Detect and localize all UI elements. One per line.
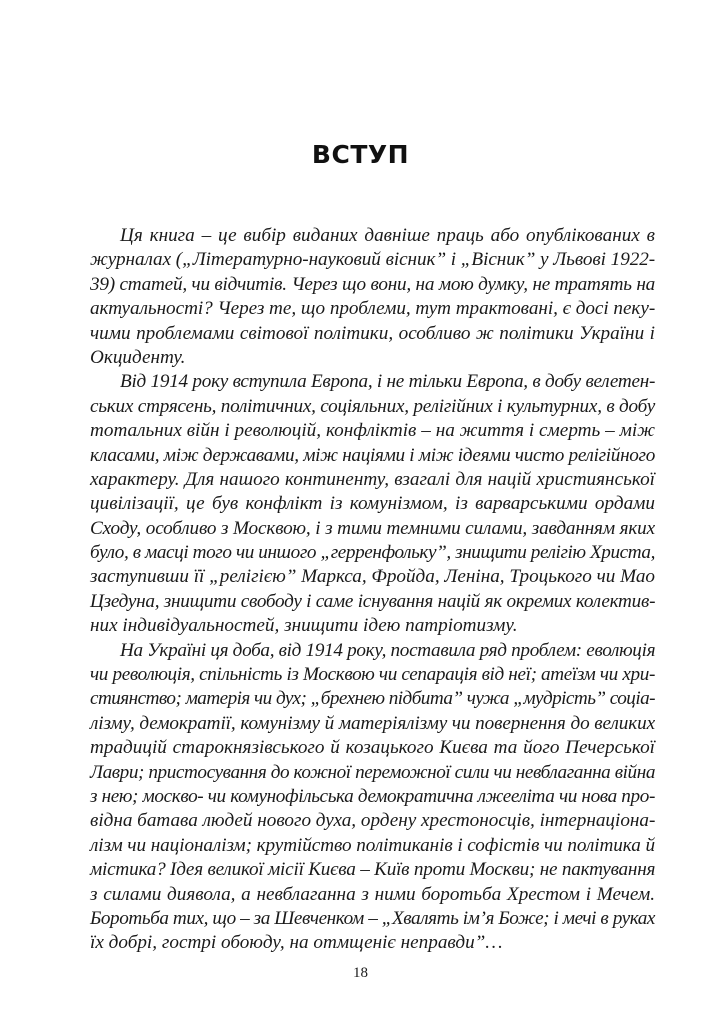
body-text	[90, 224, 655, 956]
text-line: актуальності? Через те, що проблеми, тут трактовані, є досі пеку-	[90, 298, 656, 320]
text-line: журналах („Літературно-науковий вісник” і „Вісник” у Львові 1922-	[90, 249, 656, 271]
text-line: лізму, демократії, комунізму й матеріялізму чи повернення до великих	[90, 712, 655, 734]
text-line: відна батава людей нового духа, ордену хрестоносців, інтернаціона-	[90, 810, 656, 832]
text-line: Ця книга – це вибір виданих давніше праць або опублікованих в	[120, 225, 655, 246]
text-line: 39) статей, чи відчитів. Через що вони, на мою думку, не тратять на	[90, 273, 655, 295]
text-line: Окциденту.	[90, 346, 186, 368]
text-line: було, в масці того чи иншого „герренфольку”, знищити релігію Христа,	[90, 542, 655, 564]
text-line: Боротьба тих, що – за Шевченком – „Хвалять ім’я Боже; і мечі в руках	[90, 907, 656, 929]
text-line: чими проблемами світової політики, особливо ж політики України і	[90, 322, 655, 344]
page-number: 18	[353, 965, 368, 981]
paragraph	[90, 224, 655, 370]
text-line: лізм чи націоналізм; крутійство політиканів і софістів чи політика й	[90, 834, 655, 856]
text-line: містика? Ідея великої місії Києва – Київ проти Москви; не пактування	[90, 859, 656, 881]
text-line: чи революція, спільність із Москвою чи сепарація від неї; атеїзм чи хри-	[90, 664, 655, 686]
text-line: традицій старокнязівського й козацького Києва та його Печерської	[90, 737, 655, 759]
text-line: класами, між державами, між націями і між ідеями чисто релігійного	[90, 444, 655, 466]
text-line: На Україні ця доба, від 1914 року, поставила ряд проблем: еволюція	[120, 639, 656, 661]
text-line: їх добрі, гострі обоюду, на отмщеніє неправди”…	[90, 932, 503, 954]
text-line: стиянство; матерія чи дух; „брехнею підбита” чужа „мудрість” соціа-	[90, 688, 655, 710]
text-line: заступивши її „релігією” Маркса, Фройда, Леніна, Троцького чи Мао	[90, 566, 655, 588]
paragraph	[90, 639, 655, 956]
text-line: ських стрясень, політичних, соціяльних, релігійних і культурних, в добу	[90, 395, 656, 417]
text-line: з силами диявола, а невблаганна з ними боротьба Хрестом і Мечем.	[90, 883, 655, 905]
text-line: них індивідуальностей, знищити ідею патріотизму.	[90, 615, 518, 637]
text-line: Сходу, особливо з Москвою, і з тими темними силами, завданням яких	[90, 517, 655, 539]
text-line: цивілізації, це був конфлікт із комунізмом, із варварськими ордами	[90, 493, 655, 515]
text-line: Від 1914 року вступила Европа, і не тільки Европа, в добу велетен-	[120, 371, 656, 393]
paragraph	[90, 370, 655, 638]
text-line: Лаври; пристосування до кожної переможної сили чи невблаганна війна	[90, 761, 655, 783]
page-title: ВСТУП	[311, 140, 410, 169]
text-line: Цзедуна, знищити свободу і саме існування націй як окремих колектив-	[90, 590, 656, 612]
text-line: з нею; москво- чи комунофільська демократична лжееліта чи нова про-	[90, 785, 655, 807]
text-line: тотальних війн і революцій, конфліктів – на життя і смерть – між	[90, 420, 655, 442]
text-line: характеру. Для нашого континенту, взагалі для націй християнської	[90, 468, 655, 490]
